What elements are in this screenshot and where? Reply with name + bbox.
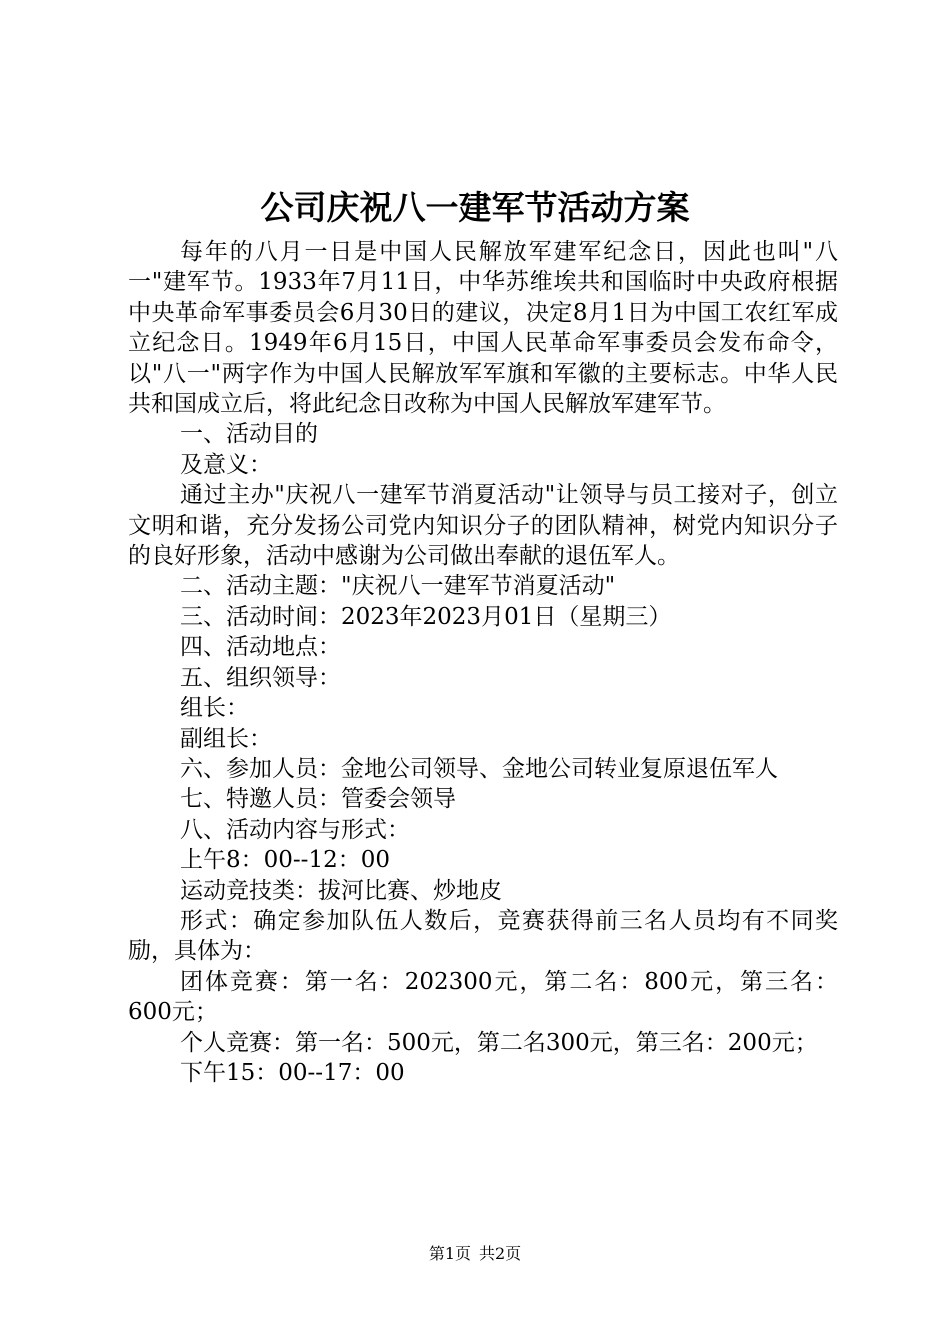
section-participants: 六、参加人员：金地公司领导、金地公司转业复原退伍军人 <box>180 755 778 782</box>
section-leadership: 五、组织领导： <box>180 664 341 691</box>
section-theme: 二、活动主题："庆祝八一建军节消夏活动" <box>180 573 616 600</box>
line-afternoon-time: 下午15：00--17：00 <box>180 1059 405 1086</box>
paragraph-format: 形式：确定参加队伍人数后，竞赛获得前三名人员均有不同奖励，具体为： <box>128 907 838 965</box>
document-title: 公司庆祝八一建军节活动方案 <box>260 188 690 227</box>
line-deputy-leader: 副组长： <box>180 725 272 752</box>
section-content-form: 八、活动内容与形式： <box>180 816 410 843</box>
section-time: 三、活动时间：2023年2023月01日（星期三） <box>180 603 672 630</box>
section-heading-purpose: 一、活动目的 <box>180 421 318 448</box>
paragraph-purpose: 通过主办"庆祝八一建军节消夏活动"让领导与员工接对子，创立文明和谐，充分发扬公司党内知识分子的团队精神，树党内知识分子的良好形象，活动中感谢为公司做出奉献的退伍军人。 <box>128 482 838 570</box>
section-guests: 七、特邀人员：管委会领导 <box>180 786 456 813</box>
page-number-total: 共2页 <box>479 1244 522 1263</box>
paragraph-individual-prizes: 个人竞赛：第一名：500元，第二名300元，第三名：200元； <box>180 1029 818 1056</box>
line-sports-events: 运动竞技类：拔河比赛、炒地皮 <box>180 877 502 904</box>
section-heading-significance: 及意义： <box>180 451 272 478</box>
page-number-current: 第1页 <box>428 1244 471 1263</box>
page-footer <box>0 1242 950 1266</box>
paragraph-intro: 每年的八月一日是中国人民解放军建军纪念日，因此也叫"八一"建军节。1933年7月11日，中华苏维埃共和国临时中央政府根据中央革命军事委员会6月30日的建议，决定8月1日为中国工农红军成立纪念日。1949年6月15日，中国人民革命军事委员会发布命令，以"八一"两字作为中国人民解放军军旗和军徽的主要标志。中华人民共和国成立后，将此纪念日改称为中国人民解放军建军节。 <box>128 239 838 418</box>
paragraph-team-prizes: 团体竞赛：第一名：202300元，第二名：800元，第三名：600元； <box>128 968 838 1026</box>
line-team-leader: 组长： <box>180 695 249 722</box>
section-location: 四、活动地点： <box>180 634 341 661</box>
line-morning-time: 上午8：00--12：00 <box>180 847 390 874</box>
document-body <box>128 237 838 1088</box>
